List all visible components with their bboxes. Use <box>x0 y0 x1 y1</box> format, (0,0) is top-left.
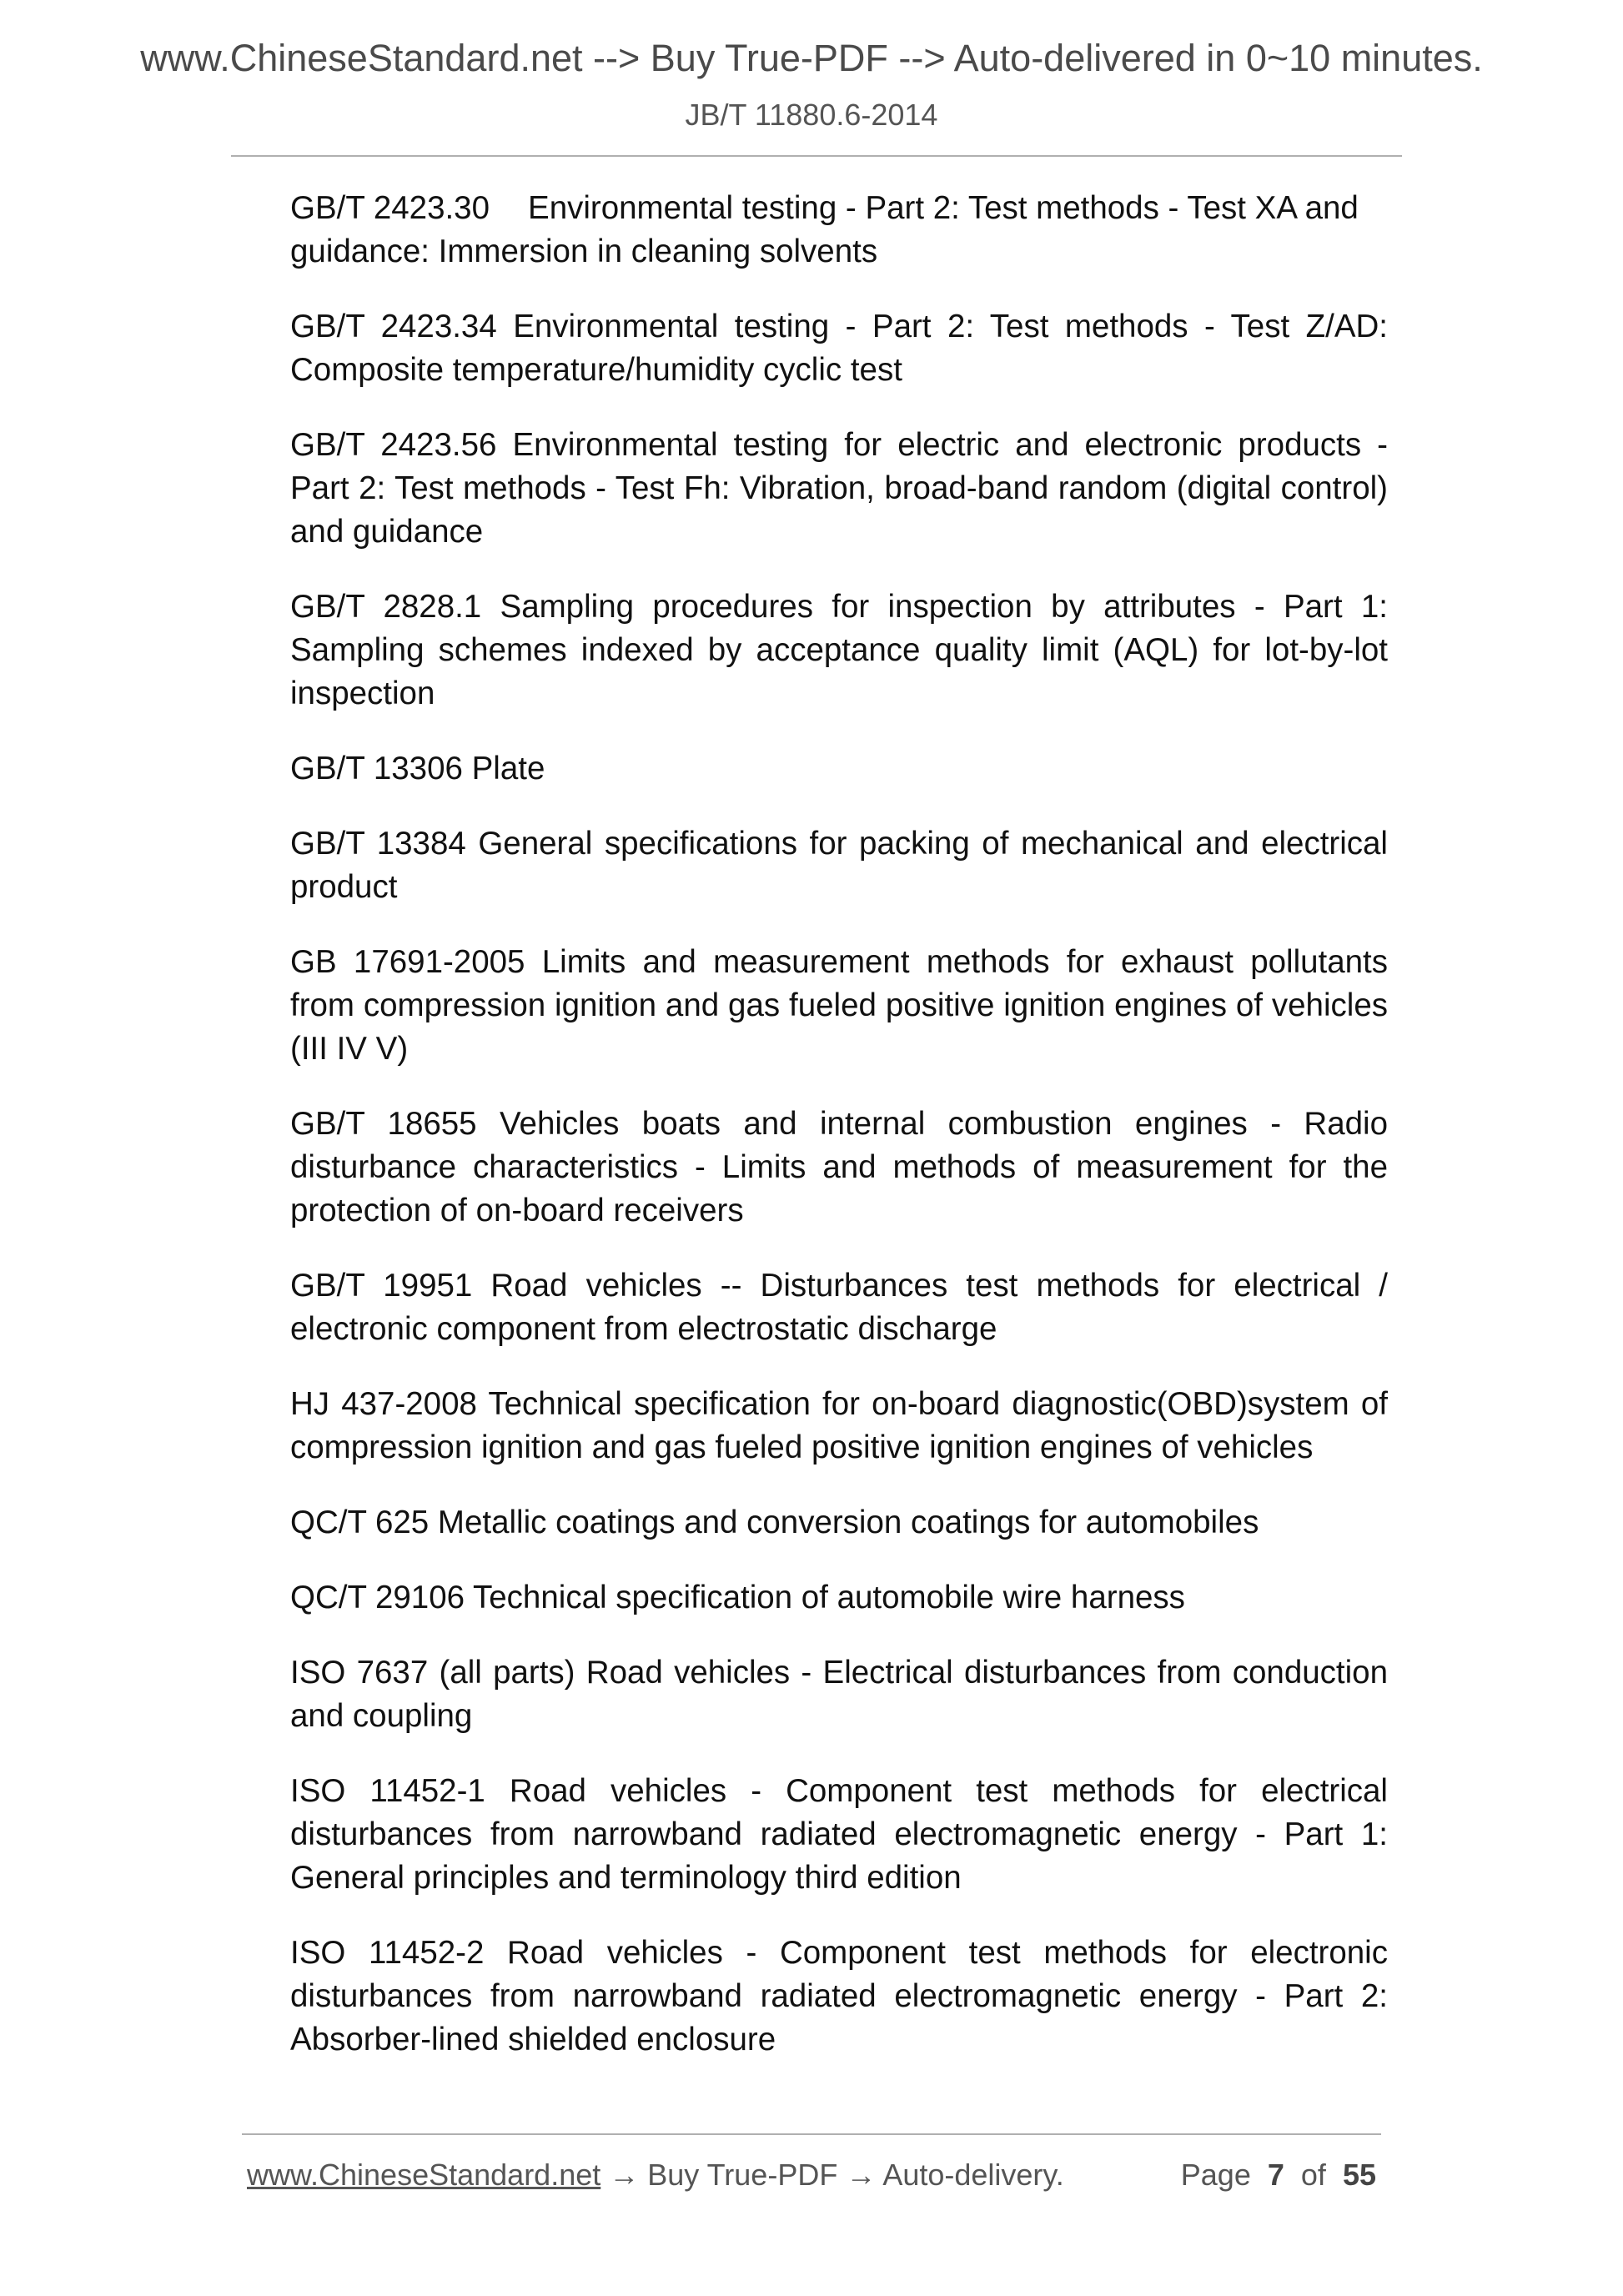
reference-item: QC/T 625 Metallic coatings and conversion coatings for automobiles <box>290 1505 1259 1540</box>
document-id: JB/T 11880.6-2014 <box>685 98 938 132</box>
top-banner: www.ChineseStandard.net --> Buy True-PDF --> Auto-delivered in 0~10 minutes. <box>140 37 1483 79</box>
page-indicator <box>1181 2154 1376 2196</box>
page-footer <box>247 2154 1381 2196</box>
reference-item: GB/T 13384 General specifications for packing of mechanical and electrical product <box>290 826 1388 905</box>
reference-code: GB/T 2423.30 <box>290 190 490 226</box>
reference-item: HJ 437-2008 Technical specification for on-board diagnostic(OBD)system of compression ignition and gas fueled positive ignition engines of vehicles <box>290 1386 1388 1465</box>
reference-title: Environmental testing - Part 2: Test methods - Test XA and guidance: Immersion in cleaning solvents <box>290 190 1359 269</box>
footer-divider <box>242 2133 1381 2135</box>
header-divider <box>231 155 1402 157</box>
reference-item: QC/T 29106 Technical specification of automobile wire harness <box>290 1580 1185 1615</box>
footer-promo <box>247 2154 1064 2196</box>
reference-item: GB/T 19951 Road vehicles -- Disturbances test methods for electrical / electronic component from electrostatic discharge <box>290 1268 1388 1347</box>
reference-item: GB/T 18655 Vehicles boats and internal combustion engines - Radio disturbance characteristics - Limits and methods of measurement for the protection of on-board receivers <box>290 1106 1388 1228</box>
page-total: 55 <box>1342 2158 1376 2192</box>
page-number: 7 <box>1267 2158 1284 2192</box>
footer-promo-text: → Buy True-PDF → Auto-delivery. <box>600 2158 1064 2192</box>
reference-item: ISO 11452-1 Road vehicles - Component test methods for electrical disturbances from narrowband radiated electromagnetic energy - Part 1: General principles and terminology third edition <box>290 1773 1388 1896</box>
page-of-label: of <box>1300 2158 1326 2192</box>
reference-item: GB/T 2828.1 Sampling procedures for inspection by attributes - Part 1: Sampling schemes indexed by acceptance quality limit (AQL) for lot-by-lot inspection <box>290 589 1388 711</box>
reference-item <box>290 187 1388 274</box>
reference-item: GB 17691-2005 Limits and measurement methods for exhaust pollutants from compression ignition and gas fueled positive ignition engines of vehicles (III IV V) <box>290 944 1388 1067</box>
footer-site-link[interactable]: www.ChineseStandard.net <box>247 2158 601 2192</box>
reference-item: ISO 7637 (all parts) Road vehicles - Electrical disturbances from conduction and coupling <box>290 1655 1388 1734</box>
reference-item: ISO 11452-2 Road vehicles - Component test methods for electronic disturbances from narrowband radiated electromagnetic energy - Part 2: Absorber-lined shielded enclosure <box>290 1935 1388 2057</box>
reference-item: GB/T 2423.34 Environmental testing - Part 2: Test methods - Test Z/AD: Composite temperature/humidity cyclic test <box>290 309 1388 388</box>
reference-item: GB/T 13306 Plate <box>290 751 545 786</box>
reference-item: GB/T 2423.56 Environmental testing for electric and electronic products - Part 2: Test methods - Test Fh: Vibration, broad-band random (digital control) and guidance <box>290 427 1388 550</box>
page-label: Page <box>1180 2158 1251 2192</box>
references-list <box>290 187 1388 2093</box>
